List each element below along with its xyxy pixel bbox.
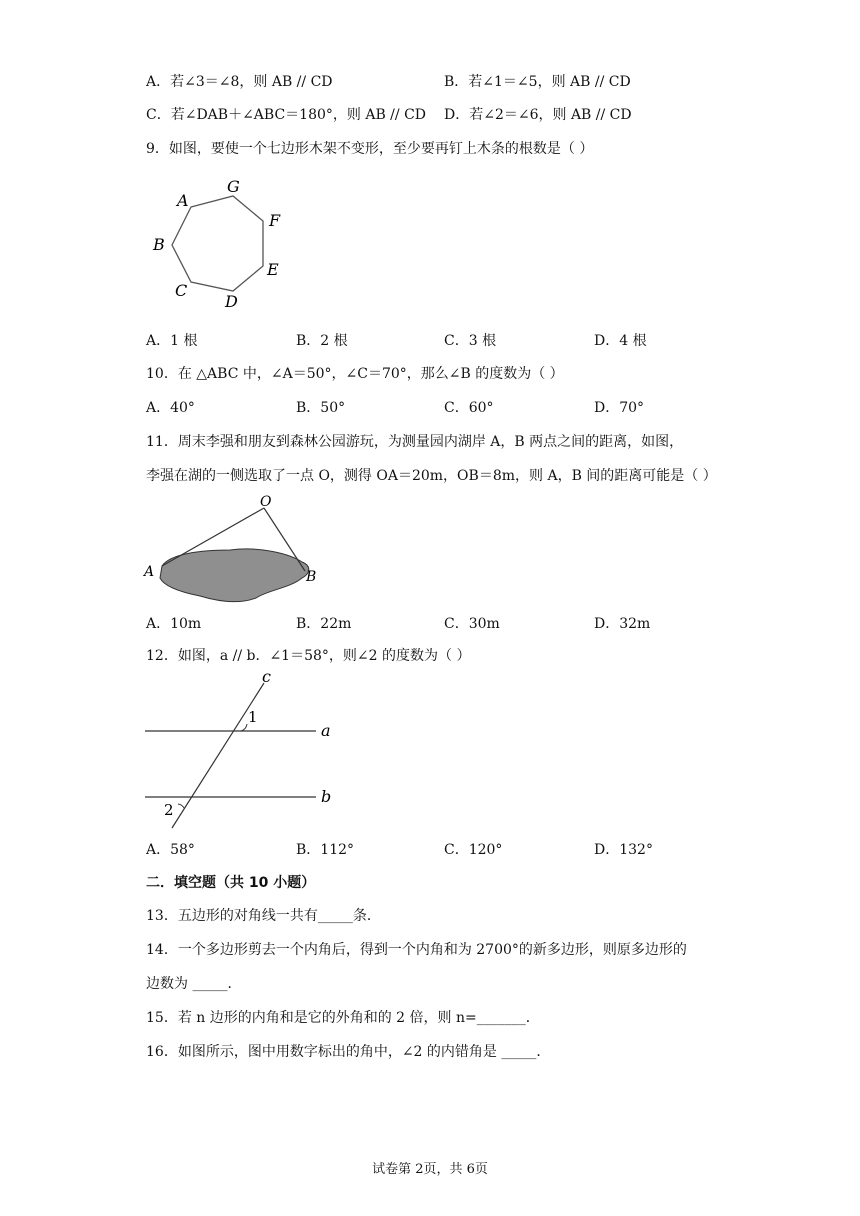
label-a: A bbox=[144, 564, 155, 580]
label-g: G bbox=[227, 177, 240, 196]
q9-option-c: C．3 根 bbox=[444, 333, 497, 349]
label-a: A bbox=[177, 191, 189, 210]
q11-option-d: D．32m bbox=[594, 616, 651, 632]
q9-option-d: D．4 根 bbox=[594, 333, 647, 349]
label-b: b bbox=[321, 787, 332, 806]
q10-stem: 10．在 △ABC 中，∠A＝50°，∠C＝70°，那么∠B 的度数为（ ） bbox=[146, 366, 564, 382]
q13-stem: 13．五边形的对角线一共有_____条． bbox=[146, 908, 381, 924]
label-e: E bbox=[267, 260, 279, 279]
heptagon-figure bbox=[145, 172, 295, 314]
label-d: D bbox=[225, 292, 238, 311]
q11-option-c: C．30m bbox=[444, 616, 500, 632]
q10-option-d: D．70° bbox=[594, 400, 645, 416]
q11-option-a: A．10m bbox=[146, 616, 202, 632]
q8-option-d: D．若∠2＝∠6，则 AB // CD bbox=[444, 107, 632, 123]
q10-option-b: B．50° bbox=[296, 400, 346, 416]
angle-2-label: 2 bbox=[164, 801, 174, 819]
q14-stem-line1: 14．一个多边形剪去一个内角后，得到一个内角和为 2700°的新多边形，则原多边形的 bbox=[146, 942, 687, 958]
label-b: B bbox=[153, 235, 165, 254]
parallel-lines-figure bbox=[140, 670, 340, 830]
q12-option-b: B．112° bbox=[296, 842, 355, 858]
section-fill-in-title: 二．填空题（共 10 小题） bbox=[146, 875, 316, 891]
label-a: a bbox=[321, 721, 331, 740]
q14-stem-line2: 边数为 _____． bbox=[146, 976, 242, 992]
label-o: O bbox=[260, 494, 272, 510]
label-f: F bbox=[269, 211, 281, 230]
q8-option-b: B．若∠1＝∠5，则 AB // CD bbox=[444, 74, 631, 90]
q9-option-b: B．2 根 bbox=[296, 333, 348, 349]
label-c: C bbox=[175, 281, 188, 300]
q10-option-a: A．40° bbox=[146, 400, 195, 416]
angle-1-label: 1 bbox=[248, 708, 258, 726]
q10-option-c: C．60° bbox=[444, 400, 494, 416]
page-footer: 试卷第 2页，共 6页 bbox=[372, 1162, 488, 1177]
label-c: c bbox=[262, 670, 271, 686]
q16-stem: 16．如图所示，图中用数字标出的角中，∠2 的内错角是 _____． bbox=[146, 1044, 551, 1060]
q9-option-a: A．1 根 bbox=[146, 333, 198, 349]
q12-option-c: C．120° bbox=[444, 842, 503, 858]
q12-stem: 12．如图，a // b．∠1＝58°，则∠2 的度数为（ ） bbox=[146, 648, 471, 664]
q11-stem-line2: 李强在湖的一侧选取了一点 O，测得 OA＝20m，OB＝8m，则 A，B 间的距离可能是（ ） bbox=[146, 468, 717, 484]
q12-option-d: D．132° bbox=[594, 842, 653, 858]
q9-stem: 9．如图，要使一个七边形木架不变形，至少要再钉上木条的根数是（ ） bbox=[146, 141, 594, 157]
q8-option-c: C．若∠DAB＋∠ABC＝180°，则 AB // CD bbox=[146, 107, 427, 123]
q11-stem-line1: 11．周末李强和朋友到森林公园游玩，为测量园内湖岸 A，B 两点之间的距离，如图， bbox=[146, 434, 684, 450]
q12-option-a: A．58° bbox=[146, 842, 195, 858]
label-b: B bbox=[306, 569, 317, 585]
q8-option-a: A．若∠3＝∠8，则 AB // CD bbox=[146, 74, 333, 90]
lake-figure bbox=[140, 492, 340, 610]
q15-stem: 15．若 n 边形的内角和是它的外角和的 2 倍，则 n=_______． bbox=[146, 1010, 540, 1026]
q11-option-b: B．22m bbox=[296, 616, 352, 632]
